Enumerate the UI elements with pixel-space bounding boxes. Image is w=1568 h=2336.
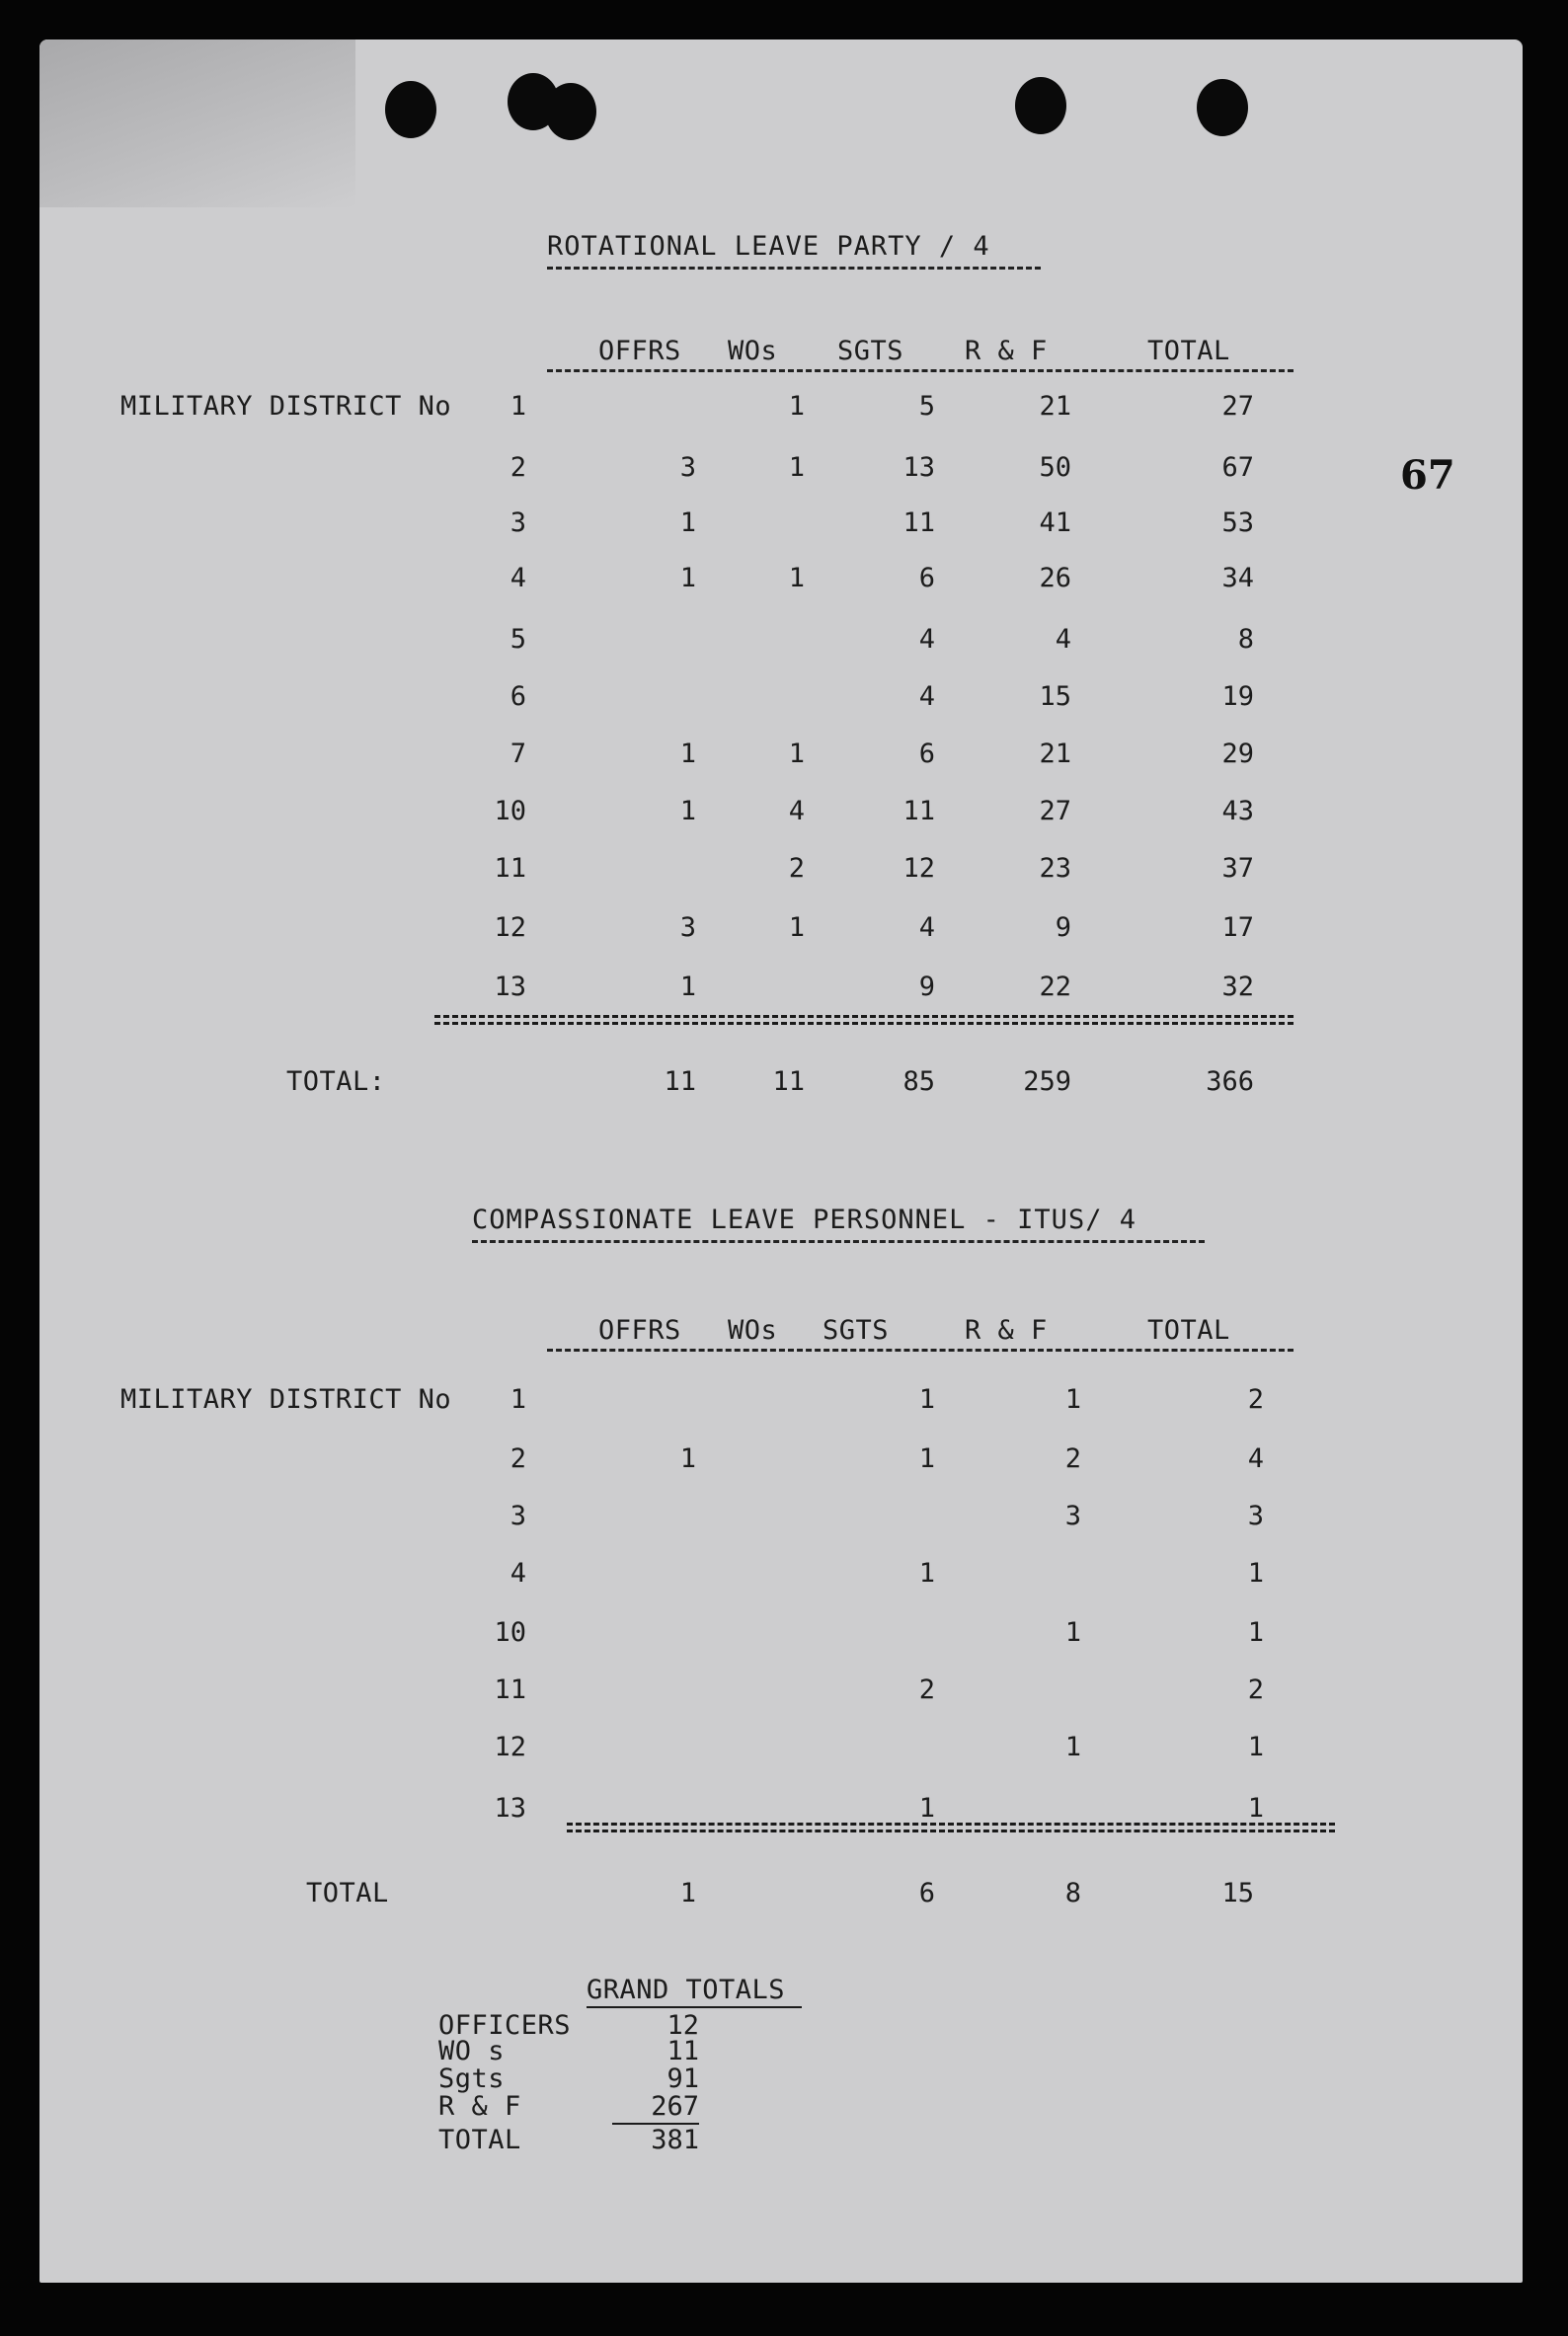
cell-rf: 50 — [1039, 452, 1071, 483]
cell-district: 12 — [494, 912, 526, 943]
cell-district: 10 — [494, 1617, 526, 1648]
grand-totals-title: GRAND TOTALS — [587, 1975, 786, 2005]
cell-wos: 4 — [788, 796, 805, 826]
grand-total-label: OFFICERS — [438, 2010, 572, 2041]
cell-total: 27 — [1221, 391, 1254, 422]
header-wos: WOs — [728, 336, 778, 366]
cell-wos: 1 — [788, 391, 805, 422]
cell-sgts: 1 — [918, 1443, 935, 1474]
header-total: TOTAL — [1147, 1315, 1230, 1346]
page-number: 67 — [1400, 452, 1455, 499]
header-wos: WOs — [728, 1315, 778, 1346]
cell-district: 3 — [510, 1501, 526, 1531]
cell-district: 13 — [494, 972, 526, 1002]
punch-hole — [1015, 77, 1066, 134]
cell-total: 29 — [1221, 739, 1254, 769]
cell-sgts: 11 — [902, 796, 935, 826]
cell-district: 1 — [510, 391, 526, 422]
cell-total: 8 — [1237, 624, 1254, 655]
cell-district: 4 — [510, 563, 526, 593]
header-underline — [547, 369, 1294, 372]
cell-rf: 23 — [1039, 853, 1071, 884]
grand-total-value: 267 — [651, 2091, 699, 2122]
punch-hole — [545, 83, 596, 140]
header-rf: R & F — [965, 336, 1048, 366]
header-sgts: SGTS — [837, 336, 904, 366]
total-label: TOTAL — [306, 1878, 389, 1908]
cell-rf: 41 — [1039, 507, 1071, 538]
total-offrs: 1 — [679, 1878, 696, 1908]
cell-wos: 2 — [788, 853, 805, 884]
cell-wos: 1 — [788, 452, 805, 483]
grand-total-label: R & F — [438, 2091, 521, 2122]
total-sgts: 85 — [902, 1066, 935, 1097]
cell-sgts: 2 — [918, 1674, 935, 1705]
section-title: COMPASSIONATE LEAVE PERSONNEL - ITUS/ 4 — [472, 1205, 1137, 1235]
cell-offrs: 1 — [679, 1443, 696, 1474]
cell-total: 19 — [1221, 681, 1254, 712]
cell-sgts: 5 — [918, 391, 935, 422]
cell-rf: 26 — [1039, 563, 1071, 593]
cell-district: 1 — [510, 1384, 526, 1415]
cell-rf: 22 — [1039, 972, 1071, 1002]
cell-offrs: 1 — [679, 796, 696, 826]
cell-offrs: 3 — [679, 912, 696, 943]
total-sgts: 6 — [918, 1878, 935, 1908]
cell-wos: 1 — [788, 739, 805, 769]
total-rule — [434, 1015, 1294, 1025]
cell-district: 11 — [494, 853, 526, 884]
header-sgts: SGTS — [823, 1315, 890, 1346]
cell-rf: 2 — [1064, 1443, 1081, 1474]
cell-total: 4 — [1247, 1443, 1264, 1474]
cell-offrs: 3 — [679, 452, 696, 483]
cell-district: 12 — [494, 1732, 526, 1762]
cell-sgts: 4 — [918, 681, 935, 712]
cell-rf: 27 — [1039, 796, 1071, 826]
cell-rf: 15 — [1039, 681, 1071, 712]
cell-rf: 21 — [1039, 739, 1071, 769]
cell-sgts: 6 — [918, 563, 935, 593]
cell-rf: 1 — [1064, 1384, 1081, 1415]
cell-district: 10 — [494, 796, 526, 826]
total-offrs: 11 — [664, 1066, 696, 1097]
cell-district: 5 — [510, 624, 526, 655]
cell-offrs: 1 — [679, 507, 696, 538]
total-label: TOTAL: — [286, 1066, 386, 1097]
cell-rf: 1 — [1064, 1617, 1081, 1648]
cell-total: 67 — [1221, 452, 1254, 483]
cell-sgts: 1 — [918, 1558, 935, 1589]
cell-district: 2 — [510, 452, 526, 483]
grand-totals-sum-line — [612, 2123, 699, 2125]
grand-total-label: WO s — [438, 2036, 506, 2066]
cell-district: 11 — [494, 1674, 526, 1705]
cell-total: 43 — [1221, 796, 1254, 826]
cell-total: 2 — [1247, 1384, 1264, 1415]
cell-sgts: 4 — [918, 624, 935, 655]
cell-total: 3 — [1247, 1501, 1264, 1531]
district-label: MILITARY DISTRICT No — [120, 1384, 452, 1415]
cell-rf: 1 — [1064, 1732, 1081, 1762]
total-rule — [567, 1823, 1335, 1832]
title-underline — [472, 1240, 1205, 1243]
total-wos: 11 — [772, 1066, 805, 1097]
document-page — [39, 39, 1523, 2283]
section-title: ROTATIONAL LEAVE PARTY / 4 — [547, 231, 990, 262]
cell-wos: 1 — [788, 563, 805, 593]
cell-total: 1 — [1247, 1793, 1264, 1824]
cell-rf: 4 — [1055, 624, 1071, 655]
cell-sgts: 6 — [918, 739, 935, 769]
cell-sgts: 1 — [918, 1793, 935, 1824]
cell-sgts: 1 — [918, 1384, 935, 1415]
header-offrs: OFFRS — [598, 1315, 681, 1346]
total-total: 15 — [1221, 1878, 1254, 1908]
cell-district: 2 — [510, 1443, 526, 1474]
cell-offrs: 1 — [679, 739, 696, 769]
grand-total-value: 12 — [666, 2010, 699, 2041]
cell-district: 7 — [510, 739, 526, 769]
header-underline — [547, 1349, 1294, 1352]
cell-district: 6 — [510, 681, 526, 712]
cell-sgts: 13 — [902, 452, 935, 483]
cell-total: 1 — [1247, 1558, 1264, 1589]
header-rf: R & F — [965, 1315, 1048, 1346]
cell-offrs: 1 — [679, 972, 696, 1002]
folded-corner — [39, 39, 355, 207]
punch-hole — [385, 81, 436, 138]
cell-sgts: 9 — [918, 972, 935, 1002]
cell-district: 13 — [494, 1793, 526, 1824]
total-rf: 8 — [1064, 1878, 1081, 1908]
grand-total-value: 381 — [651, 2125, 699, 2155]
grand-total-label: TOTAL — [438, 2125, 521, 2155]
header-total: TOTAL — [1147, 336, 1230, 366]
total-rf: 259 — [1023, 1066, 1071, 1097]
cell-district: 3 — [510, 507, 526, 538]
cell-rf: 21 — [1039, 391, 1071, 422]
cell-total: 2 — [1247, 1674, 1264, 1705]
cell-total: 34 — [1221, 563, 1254, 593]
cell-total: 37 — [1221, 853, 1254, 884]
cell-wos: 1 — [788, 912, 805, 943]
district-label: MILITARY DISTRICT No — [120, 391, 452, 422]
grand-total-value: 91 — [666, 2063, 699, 2094]
cell-total: 32 — [1221, 972, 1254, 1002]
cell-sgts: 12 — [902, 853, 935, 884]
grand-total-label: Sgts — [438, 2063, 506, 2094]
grand-totals-title-underline — [587, 2006, 802, 2008]
punch-hole — [1197, 79, 1248, 136]
cell-total: 1 — [1247, 1732, 1264, 1762]
cell-total: 1 — [1247, 1617, 1264, 1648]
cell-rf: 9 — [1055, 912, 1071, 943]
cell-rf: 3 — [1064, 1501, 1081, 1531]
total-total: 366 — [1206, 1066, 1254, 1097]
header-offrs: OFFRS — [598, 336, 681, 366]
cell-total: 17 — [1221, 912, 1254, 943]
grand-total-value: 11 — [666, 2036, 699, 2066]
cell-total: 53 — [1221, 507, 1254, 538]
title-underline — [547, 267, 1041, 270]
cell-sgts: 4 — [918, 912, 935, 943]
cell-sgts: 11 — [902, 507, 935, 538]
cell-district: 4 — [510, 1558, 526, 1589]
cell-offrs: 1 — [679, 563, 696, 593]
